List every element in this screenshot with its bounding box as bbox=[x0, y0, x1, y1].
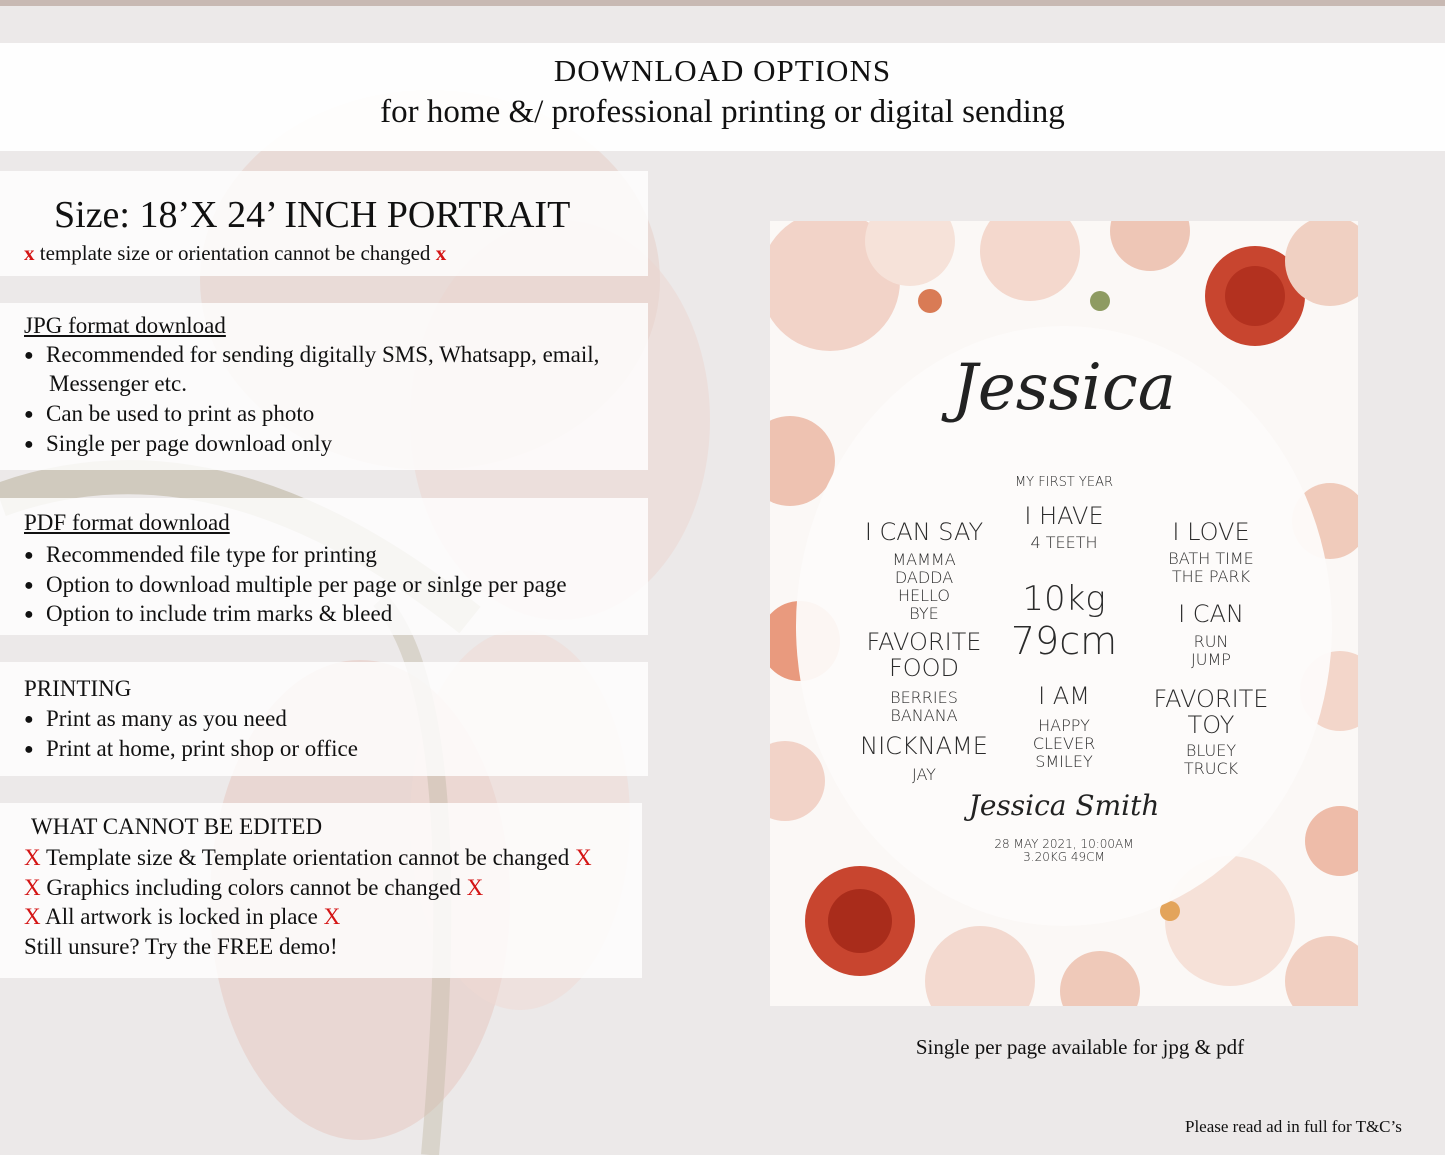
printing-panel bbox=[0, 662, 648, 776]
x-mark: X bbox=[574, 845, 592, 870]
favorite-food-list: BERRIES BANANA bbox=[890, 688, 958, 725]
poster-subtitle: MY FIRST YEAR bbox=[1014, 475, 1114, 490]
poster-name: Jessica bbox=[952, 351, 1176, 425]
i-can-heading: I CAN bbox=[1178, 600, 1244, 628]
i-have-heading: I HAVE bbox=[1024, 502, 1104, 530]
list-item: X Template size & Template orientation cannot be changed X bbox=[24, 845, 592, 870]
list-item: ● Option to download multiple per page or sinlge per page bbox=[24, 572, 567, 597]
list-item: ● Print as many as you need bbox=[24, 706, 287, 731]
x-mark: X bbox=[323, 904, 341, 929]
x-mark: X bbox=[24, 904, 41, 929]
poster-caption: Single per page available for jpg & pdf bbox=[915, 1035, 1245, 1059]
size-title: Size: 18’X 24’ INCH PORTRAIT bbox=[54, 194, 571, 236]
list-item: X All artwork is locked in place X bbox=[24, 904, 341, 929]
free-demo-text: Still unsure? Try the FREE demo! bbox=[24, 934, 338, 959]
i-love-heading: I LOVE bbox=[1172, 518, 1250, 546]
nickname-value: JAY bbox=[912, 765, 936, 784]
nickname-heading: NICKNAME bbox=[860, 732, 988, 760]
x-mark: x bbox=[435, 241, 447, 265]
bullet-icon: ● bbox=[24, 347, 34, 364]
download-options-header bbox=[0, 43, 1445, 151]
size-note-text: template size or orientation cannot be changed bbox=[39, 241, 431, 265]
poster-full-name: Jessica Smith bbox=[968, 789, 1160, 822]
favorite-toy-list: BLUEY TRUCK bbox=[1183, 741, 1239, 778]
x-mark: X bbox=[466, 875, 484, 900]
poster-birth-details: 28 MAY 2021, 10:00AM 3.20KG 49CM bbox=[994, 837, 1134, 864]
header-title: DOWNLOAD OPTIONS bbox=[553, 53, 892, 88]
bullet-icon: ● bbox=[24, 577, 34, 594]
size-note bbox=[24, 241, 446, 266]
list-item-continued: Messenger etc. bbox=[49, 371, 187, 396]
pdf-panel bbox=[0, 498, 648, 635]
height-value: 79cm bbox=[1010, 619, 1118, 663]
printing-heading: PRINTING bbox=[24, 676, 132, 701]
x-mark: x bbox=[24, 241, 35, 265]
milestone-poster-preview bbox=[770, 221, 1358, 1006]
jpg-panel bbox=[0, 303, 648, 470]
bullet-icon: ● bbox=[24, 711, 34, 728]
favorite-food-heading: FAVORITE FOOD bbox=[866, 628, 982, 682]
i-can-list: RUN JUMP bbox=[1191, 632, 1231, 669]
i-love-list: BATH TIME THE PARK bbox=[1168, 549, 1254, 586]
favorite-toy-heading: FAVORITE TOY bbox=[1153, 685, 1269, 739]
cannot-edit-panel bbox=[0, 803, 642, 978]
bullet-icon: ● bbox=[24, 741, 34, 758]
x-mark: X bbox=[24, 845, 41, 870]
cannot-edit-heading: WHAT CANNOT BE EDITED bbox=[31, 814, 323, 839]
header-subtitle: for home &/ professional printing or digital sending bbox=[380, 94, 1065, 130]
size-panel bbox=[0, 171, 648, 276]
i-have-value: 4 TEETH bbox=[1030, 533, 1098, 552]
x-mark: X bbox=[24, 875, 41, 900]
terms-footnote: Please read ad in full for T&C’s bbox=[1185, 1117, 1402, 1136]
list-item: X Graphics including colors cannot be changed X bbox=[24, 875, 484, 900]
list-item: ● Can be used to print as photo bbox=[24, 401, 315, 426]
i-am-list: HAPPY CLEVER SMILEY bbox=[1032, 716, 1096, 771]
bullet-icon: ● bbox=[24, 406, 34, 423]
weight-value: 10kg bbox=[1022, 579, 1106, 619]
list-item: ● Option to include trim marks & bleed bbox=[24, 601, 393, 626]
bullet-icon: ● bbox=[24, 547, 34, 564]
list-item: ● Recommended for sending digitally SMS, Whatsapp, email, bbox=[24, 342, 600, 367]
pdf-heading: PDF format download bbox=[24, 510, 230, 535]
list-item: ● Recommended file type for printing bbox=[24, 542, 377, 567]
i-can-say-heading: I CAN SAY bbox=[864, 518, 984, 546]
list-item: ● Print at home, print shop or office bbox=[24, 736, 358, 761]
list-item: ● Single per page download only bbox=[24, 431, 333, 456]
bullet-icon: ● bbox=[24, 436, 34, 453]
i-can-say-list: MAMMA DADDA HELLO BYE bbox=[892, 550, 956, 623]
i-am-heading: I AM bbox=[1038, 682, 1090, 710]
jpg-heading: JPG format download bbox=[24, 313, 226, 338]
bullet-icon: ● bbox=[24, 606, 34, 623]
